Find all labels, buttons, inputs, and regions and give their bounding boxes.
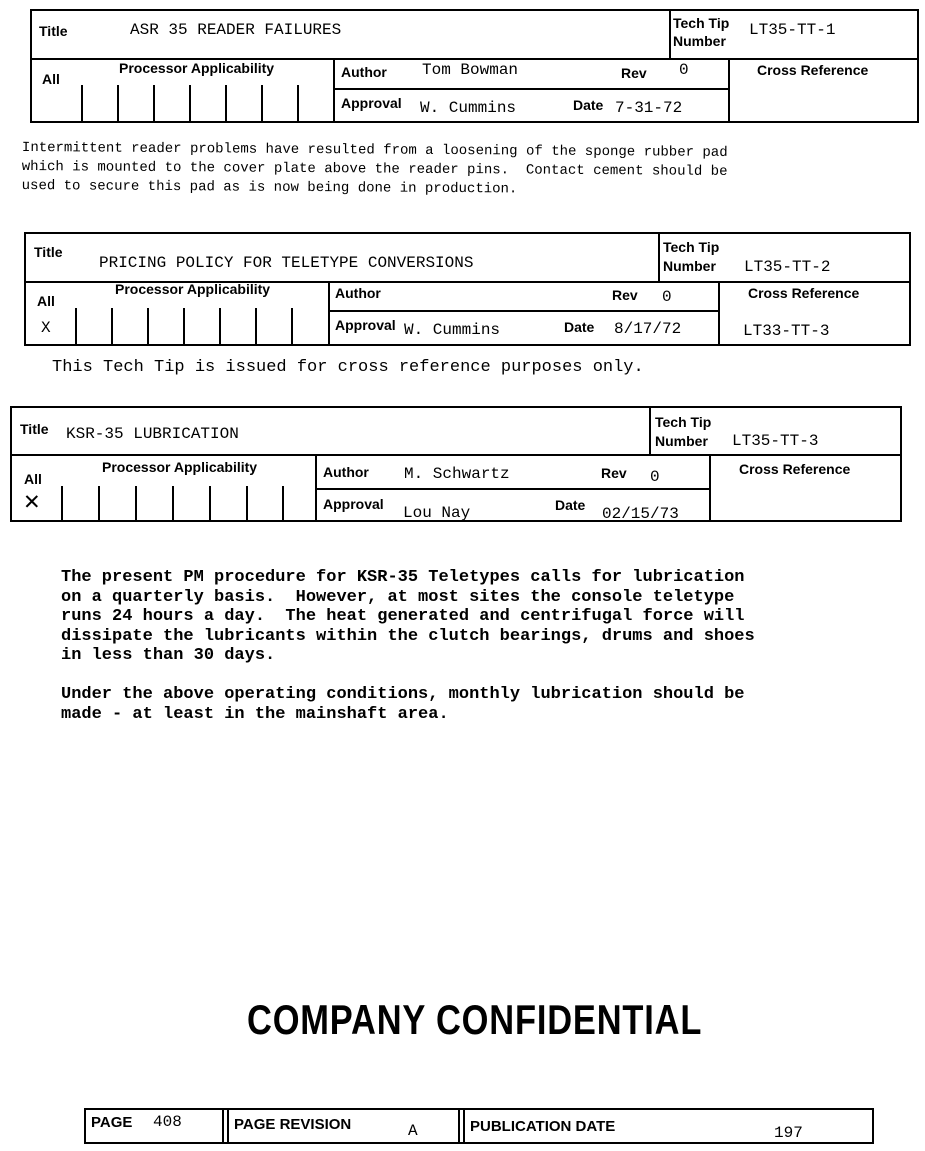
rev-label: Rev (612, 287, 638, 303)
page-number: 408 (153, 1113, 182, 1131)
tech-tip-number-label: Tech Tip Number (673, 15, 730, 49)
tech-tip-2-header (24, 232, 911, 346)
rev-value: 0 (650, 468, 660, 486)
rev-label: Rev (621, 65, 647, 81)
approval-value: W. Cummins (420, 99, 517, 117)
page-revision-value: A (408, 1122, 418, 1140)
page-revision-label: PAGE REVISION (234, 1116, 352, 1133)
tech-tip-3-header (10, 406, 902, 522)
cross-reference-label: Cross Reference (739, 461, 851, 477)
tech-tip-number-label: Tech Tip Number (655, 414, 712, 449)
title-label: Title (34, 244, 63, 260)
all-label: All (24, 471, 42, 487)
page-footer (84, 1108, 874, 1144)
tech-tip-number-label: Tech Tip Number (663, 239, 720, 274)
approval-label: Approval (341, 95, 402, 111)
date-value: 7-31-72 (615, 99, 683, 117)
processor-applicability-label: Processor Applicability (119, 60, 275, 76)
author-label: Author (341, 64, 387, 80)
all-mark: ✕ (24, 487, 40, 517)
all-mark: X (41, 319, 51, 337)
approval-label: Approval (335, 317, 396, 333)
tech-tip-title: PRICING POLICY FOR TELETYPE CONVERSIONS (99, 254, 474, 272)
rev-value: 0 (662, 288, 672, 306)
tech-tip-title: ASR 35 READER FAILURES (130, 21, 342, 39)
tech-tip-1-body: Intermittent reader problems have resulted from a loosening of the sponge rubber pad which is mounted to the cover plate above the reader pins. Contact cement should be used to secure this pad as is now being done in production. (21, 139, 728, 198)
tech-tip-number: LT35-TT-1 (749, 21, 836, 39)
tech-tip-title: KSR-35 LUBRICATION (66, 425, 239, 443)
date-value: 02/15/73 (602, 505, 679, 523)
all-label: All (42, 71, 60, 87)
date-label: Date (555, 497, 586, 513)
date-label: Date (564, 319, 595, 335)
processor-applicability-label: Processor Applicability (115, 281, 271, 297)
cross-reference-label: Cross Reference (748, 285, 860, 301)
all-label: All (37, 293, 55, 309)
title-label: Title (39, 23, 68, 39)
cross-reference-value: LT33-TT-3 (743, 322, 830, 340)
author-label: Author (323, 464, 369, 480)
rev-value: 0 (679, 61, 689, 79)
processor-applicability-label: Processor Applicability (102, 459, 258, 475)
tech-tip-3-body: The present PM procedure for KSR-35 Teletypes calls for lubrication on a quarterly basis. However, at most sites the console teletype runs 24 hours a day. The heat generated and centrifugal force will dissipate the lubricants within the clutch bearings, drums and shoes in less than 30 days. Under the above operating conditions, monthly lubrication should be made - at least in the mainshaft area. (61, 568, 755, 724)
date-label: Date (573, 97, 604, 113)
approval-value: Lou Nay (403, 504, 471, 522)
rev-label: Rev (601, 465, 627, 481)
tech-tip-number: LT35-TT-2 (744, 258, 831, 276)
tech-tip-1-header (30, 9, 919, 123)
page-label: PAGE (91, 1114, 133, 1131)
author-label: Author (335, 285, 381, 301)
date-value: 8/17/72 (614, 320, 682, 338)
company-confidential-stamp: COMPANY CONFIDENTIAL (247, 996, 703, 1043)
cross-reference-label: Cross Reference (757, 62, 869, 78)
title-label: Title (20, 421, 49, 437)
author-value: M. Schwartz (404, 465, 510, 483)
tech-tip-number: LT35-TT-3 (732, 432, 819, 450)
approval-label: Approval (323, 496, 384, 512)
tech-tip-2-body: This Tech Tip is issued for cross reference purposes only. (52, 358, 644, 377)
approval-value: W. Cummins (404, 321, 501, 339)
author-value: Tom Bowman (422, 61, 519, 79)
publication-date-label: PUBLICATION DATE (470, 1118, 616, 1135)
publication-date-value: 197 (774, 1124, 803, 1142)
